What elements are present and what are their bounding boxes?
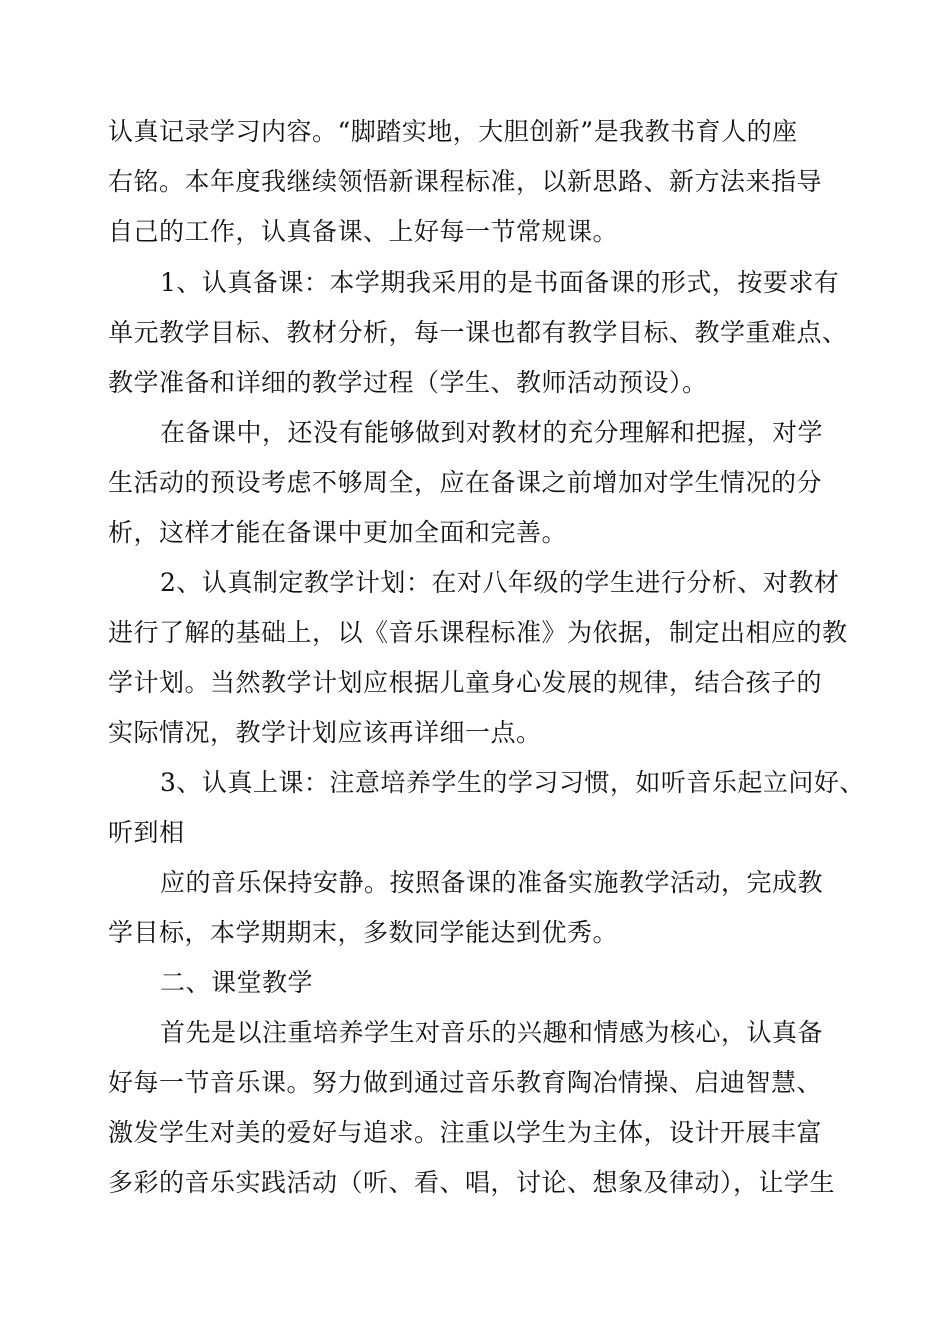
text-line: 实际情况，教学计划应该再详细一点。	[108, 718, 542, 747]
paragraph-start-line: 在备课中，还没有能够做到对教材的充分理解和把握，对学	[160, 418, 824, 447]
text-line: 好每一节音乐课。努力做到通过音乐教育陶冶情操、启迪智慧、	[108, 1068, 823, 1097]
paragraph-start-line: 3、认真上课：注意培养学生的学习习惯，如听音乐起立问好、	[160, 768, 865, 797]
paragraph-start-line: 2、认真制定教学计划：在对八年级的学生进行分析、对教材	[160, 568, 840, 597]
paragraph-start-line: 应的音乐保持安静。按照备课的准备实施教学活动，完成教	[160, 868, 824, 897]
text-line: 多彩的音乐实践活动（听、看、唱，讨论、想象及律动），让学生	[108, 1168, 836, 1197]
text-line: 生活动的预设考虑不够周全，应在备课之前增加对学生情况的分	[108, 468, 823, 497]
text-line: 右铭。本年度我继续领悟新课程标准，以新思路、新方法来指导	[108, 167, 823, 196]
text-line: 析，这样才能在备课中更加全面和完善。	[108, 518, 568, 547]
text-line: 认真记录学习内容。“脚踏实地，大胆创新”是我教书育人的座	[108, 117, 798, 146]
text-line: 教学准备和详细的教学过程（学生、教师活动预设）。	[108, 368, 708, 397]
paragraph-start-line: 1、认真备课：本学期我采用的是书面备课的形式，按要求有	[160, 268, 840, 297]
text-line: 单元教学目标、教材分析，每一课也都有教学目标、教学重难点、	[108, 318, 848, 347]
text-line: 学目标，本学期期末，多数同学能达到优秀。	[108, 918, 619, 947]
text-line: 进行了解的基础上，以《音乐课程标准》为依据，制定出相应的教	[108, 618, 848, 647]
text-line: 激发学生对美的爱好与追求。注重以学生为主体，设计开展丰富	[108, 1118, 823, 1147]
paragraph-start-line: 首先是以注重培养学生对音乐的兴趣和情感为核心，认真备	[160, 1018, 824, 1047]
section-heading: 二、课堂教学	[160, 968, 314, 997]
text-line: 学计划。当然教学计划应根据儿童身心发展的规律，结合孩子的	[108, 668, 823, 697]
text-line: 自己的工作，认真备课、上好每一节常规课。	[108, 217, 619, 246]
text-line: 听到相	[108, 818, 185, 847]
